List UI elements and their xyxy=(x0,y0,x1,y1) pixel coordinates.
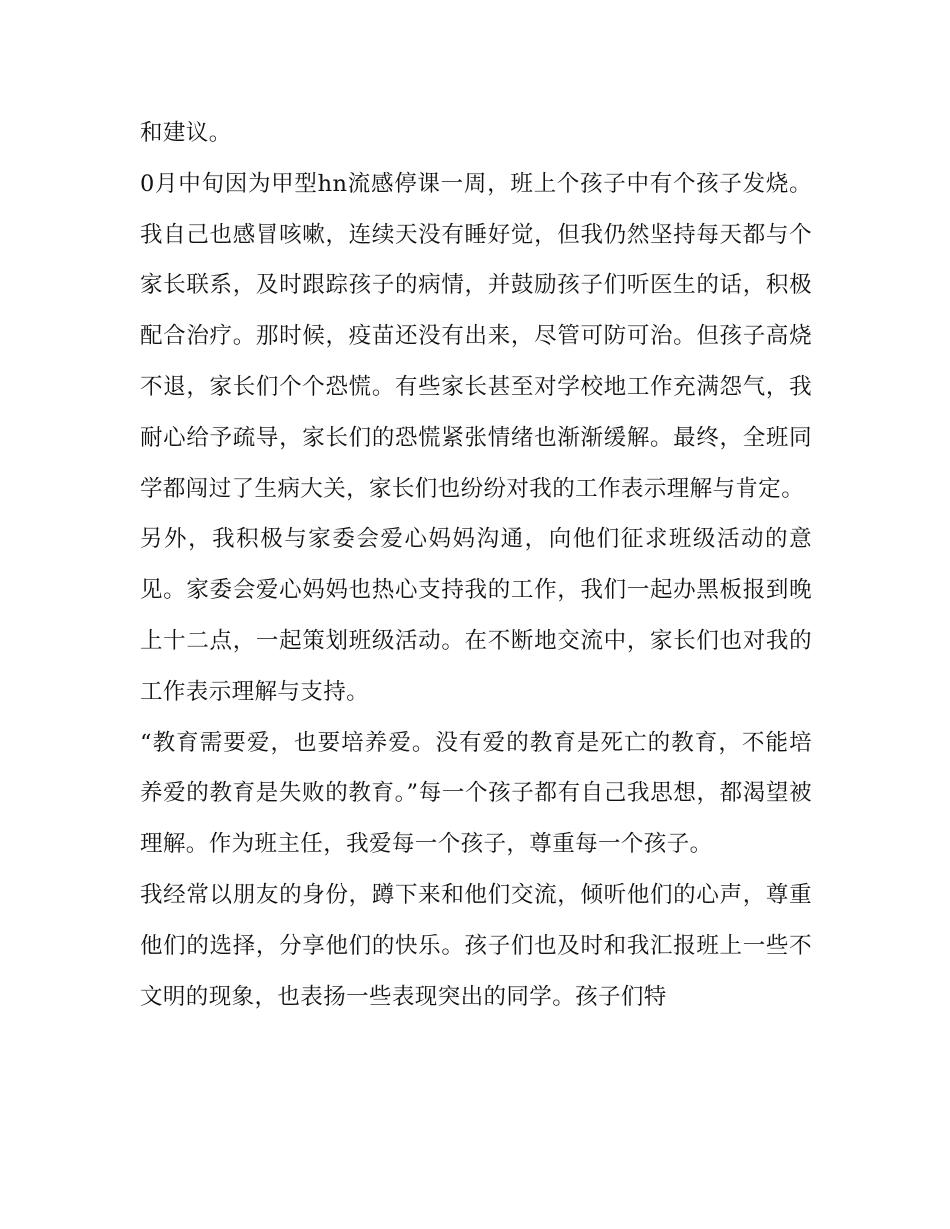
paragraph-2: 0月中旬因为甲型hn流感停课一周，班上个孩子中有个孩子发烧。我自己也感冒咳嗽，连续天没有睡好觉，但我仍然坚持每天都与个家长联系，及时跟踪孩子的病情，并鼓励孩子们听医生的话，积极配合治疗。那时候，疫苗还没有出来，尽管可防可治。但孩子高烧不退，家长们个个恐慌。有些家长甚至对学校地工作充满怨气，我耐心给予疏导，家长们的恐慌紧张情绪也渐渐缓解。最终，全班同学都闯过了生病大关，家长们也纷纷对我的工作表示理解与肯定。 xyxy=(140,170,812,502)
document-body xyxy=(140,108,812,1022)
paragraph-5: 我经常以朋友的身份，蹲下来和他们交流，倾听他们的心声，尊重他们的选择，分享他们的快乐。孩子们也及时和我汇报班上一些不文明的现象，也表扬一些表现突出的同学。孩子们特 xyxy=(140,881,812,1010)
paragraph-3: 另外，我积极与家委会爱心妈妈沟通，向他们征求班级活动的意见。家委会爱心妈妈也热心支持我的工作，我们一起办黑板报到晚上十二点，一起策划班级活动。在不断地交流中，家长们也对我的工作表示理解与支持。 xyxy=(140,526,812,705)
paragraph-4: “教育需要爱，也要培养爱。没有爱的教育是死亡的教育，不能培养爱的教育是失败的教育。”每一个孩子都有自己我思想，都渴望被理解。作为班主任，我爱每一个孩子，尊重每一个孩子。 xyxy=(140,729,812,858)
paragraph-1: 和建议。 xyxy=(140,120,232,146)
